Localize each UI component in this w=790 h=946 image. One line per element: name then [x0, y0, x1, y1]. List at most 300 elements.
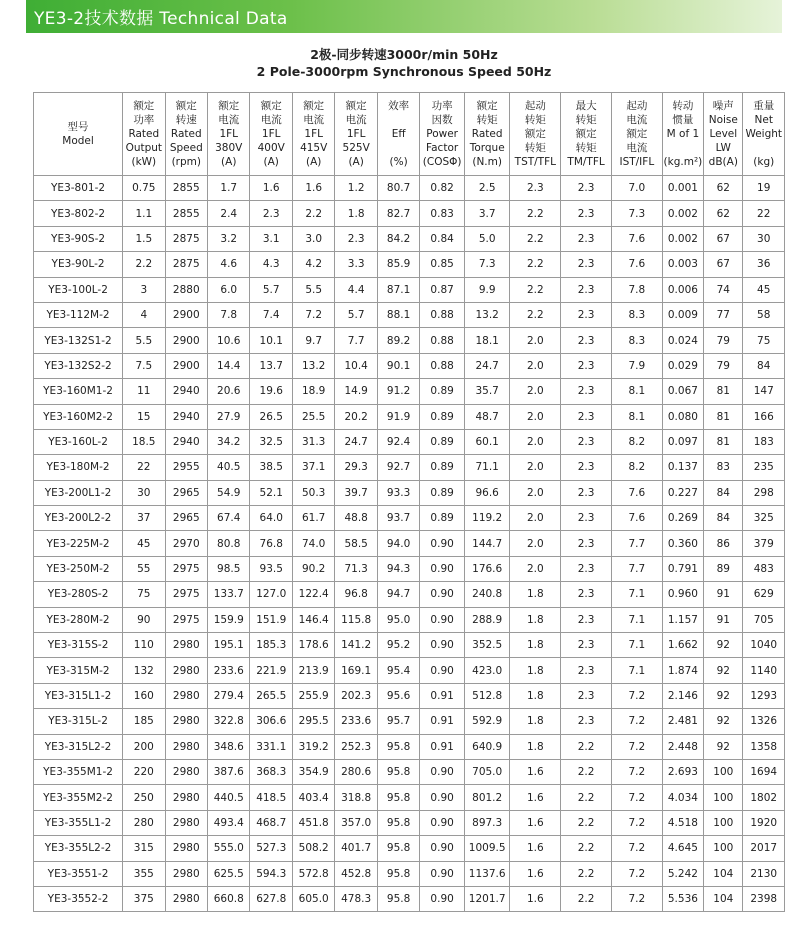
- model-cell: YE3-280M-2: [34, 607, 123, 632]
- data-cell: 897.3: [464, 810, 510, 835]
- data-cell: 95.8: [377, 785, 419, 810]
- table-row: [34, 277, 785, 302]
- data-cell: 0.82: [420, 176, 465, 201]
- data-cell: 110: [123, 633, 165, 658]
- model-cell: YE3-315S-2: [34, 633, 123, 658]
- data-cell: 0.960: [662, 582, 703, 607]
- data-cell: 195.1: [208, 633, 250, 658]
- model-cell: YE3-280S-2: [34, 582, 123, 607]
- model-cell: YE3-132S2-2: [34, 353, 123, 378]
- data-cell: 34.2: [208, 429, 250, 454]
- data-cell: 0.002: [662, 201, 703, 226]
- data-cell: 4.645: [662, 836, 703, 861]
- model-cell: YE3-132S1-2: [34, 328, 123, 353]
- data-cell: 478.3: [335, 886, 377, 911]
- data-cell: 7.2: [611, 734, 662, 759]
- data-cell: 30: [743, 226, 785, 251]
- data-cell: 1009.5: [464, 836, 510, 861]
- data-cell: 235: [743, 455, 785, 480]
- data-cell: 440.5: [208, 785, 250, 810]
- data-cell: 0.90: [420, 658, 465, 683]
- data-cell: 2.2: [561, 785, 612, 810]
- header-line: Weight: [745, 128, 783, 140]
- data-cell: 7.2: [611, 709, 662, 734]
- model-cell: YE3-315L1-2: [34, 683, 123, 708]
- table-row: [34, 836, 785, 861]
- data-cell: 10.6: [208, 328, 250, 353]
- data-cell: 29.3: [335, 455, 377, 480]
- header-line: Noise: [708, 114, 738, 126]
- table-row: [34, 252, 785, 277]
- header-line: [378, 113, 419, 127]
- data-cell: 90.2: [292, 556, 334, 581]
- model-cell: YE3-355M2-2: [34, 785, 123, 810]
- data-cell: 0.89: [420, 455, 465, 480]
- data-cell: 31.3: [292, 429, 334, 454]
- banner-title: YE3-2技术数据 Technical Data: [34, 9, 288, 29]
- header-line: TM/TFL: [567, 156, 605, 168]
- data-cell: 183: [743, 429, 785, 454]
- data-cell: 4.6: [208, 252, 250, 277]
- data-cell: 95.2: [377, 633, 419, 658]
- data-cell: 52.1: [250, 480, 292, 505]
- data-cell: 2.3: [561, 302, 612, 327]
- data-cell: 387.6: [208, 759, 250, 784]
- data-cell: 67: [704, 252, 743, 277]
- data-cell: 240.8: [464, 582, 510, 607]
- data-cell: 1.5: [123, 226, 165, 251]
- data-cell: 0.90: [420, 607, 465, 632]
- data-cell: 79: [704, 353, 743, 378]
- data-cell: 83: [704, 455, 743, 480]
- data-cell: 801.2: [464, 785, 510, 810]
- header-line: 1FL: [304, 128, 323, 140]
- data-cell: 2.146: [662, 683, 703, 708]
- data-cell: 2.4: [208, 201, 250, 226]
- column-header: [662, 93, 703, 176]
- section-banner: [26, 0, 782, 33]
- data-cell: 2980: [165, 886, 207, 911]
- data-cell: 50.3: [292, 480, 334, 505]
- data-cell: 92.4: [377, 429, 419, 454]
- data-cell: 61.7: [292, 506, 334, 531]
- data-cell: 7.8: [611, 277, 662, 302]
- data-cell: 0.90: [420, 836, 465, 861]
- header-line: 最大: [575, 100, 597, 112]
- data-cell: 81: [704, 429, 743, 454]
- header-line: LW: [715, 142, 731, 154]
- data-cell: 91.9: [377, 404, 419, 429]
- table-row: [34, 455, 785, 480]
- data-cell: 2940: [165, 429, 207, 454]
- data-cell: 25.5: [292, 404, 334, 429]
- data-cell: 58: [743, 302, 785, 327]
- data-cell: 100: [704, 836, 743, 861]
- data-cell: 11: [123, 379, 165, 404]
- data-cell: 1920: [743, 810, 785, 835]
- header-line: 额定: [303, 100, 325, 112]
- data-cell: 84: [704, 480, 743, 505]
- data-cell: 32.5: [250, 429, 292, 454]
- data-cell: 91: [704, 607, 743, 632]
- data-cell: 280: [123, 810, 165, 835]
- header-line: 电流: [626, 142, 648, 154]
- data-cell: 2.481: [662, 709, 703, 734]
- data-cell: 0.91: [420, 734, 465, 759]
- header-line: 380V: [215, 142, 243, 154]
- data-cell: 2.3: [561, 328, 612, 353]
- column-header: [611, 93, 662, 176]
- data-cell: 95.8: [377, 886, 419, 911]
- data-cell: 8.2: [611, 455, 662, 480]
- data-cell: 527.3: [250, 836, 292, 861]
- data-cell: 2.693: [662, 759, 703, 784]
- data-cell: 24.7: [464, 353, 510, 378]
- data-cell: 7.7: [611, 531, 662, 556]
- data-cell: 1.1: [123, 201, 165, 226]
- model-cell: YE3-100L-2: [34, 277, 123, 302]
- data-cell: 86: [704, 531, 743, 556]
- data-cell: 3.1: [250, 226, 292, 251]
- data-cell: 2.2: [561, 861, 612, 886]
- header-line: Eff: [391, 128, 406, 140]
- header-line: 因数: [431, 114, 453, 126]
- header-line: Rated: [471, 128, 503, 140]
- data-cell: 1.157: [662, 607, 703, 632]
- data-cell: 2.0: [510, 328, 561, 353]
- table-row: [34, 176, 785, 201]
- data-cell: 8.3: [611, 302, 662, 327]
- data-cell: 7.6: [611, 226, 662, 251]
- data-cell: 331.1: [250, 734, 292, 759]
- header-line: 转矩: [476, 114, 498, 126]
- data-cell: 1.6: [510, 810, 561, 835]
- header-line: Output: [125, 142, 163, 154]
- model-cell: YE3-90L-2: [34, 252, 123, 277]
- header-line: 电流: [303, 114, 325, 126]
- data-cell: 7.8: [208, 302, 250, 327]
- data-cell: 22: [743, 201, 785, 226]
- data-cell: 18.1: [464, 328, 510, 353]
- data-cell: 1.6: [250, 176, 292, 201]
- model-cell: YE3-90S-2: [34, 226, 123, 251]
- data-cell: 6.0: [208, 277, 250, 302]
- data-cell: 2980: [165, 785, 207, 810]
- data-cell: 2.2: [561, 886, 612, 911]
- data-cell: 348.6: [208, 734, 250, 759]
- data-cell: 202.3: [335, 683, 377, 708]
- data-cell: 2900: [165, 353, 207, 378]
- data-cell: 93.7: [377, 506, 419, 531]
- data-cell: 0.89: [420, 506, 465, 531]
- header-line: 转矩: [524, 114, 546, 126]
- data-cell: 7.2: [611, 836, 662, 861]
- data-cell: 100: [704, 810, 743, 835]
- table-row: [34, 226, 785, 251]
- data-cell: 1293: [743, 683, 785, 708]
- data-cell: 0.269: [662, 506, 703, 531]
- data-cell: 592.9: [464, 709, 510, 734]
- data-cell: 2.5: [464, 176, 510, 201]
- data-cell: 54.9: [208, 480, 250, 505]
- header-line: 400V: [257, 142, 285, 154]
- header-line: 1FL: [346, 128, 366, 140]
- header-line: 噪声: [712, 100, 734, 112]
- header-line: 1FL: [219, 128, 239, 140]
- header-line: TST/TFL: [514, 156, 556, 168]
- column-header: [123, 93, 165, 176]
- data-cell: 2.2: [292, 201, 334, 226]
- table-titles: [26, 46, 782, 81]
- data-cell: 1.662: [662, 633, 703, 658]
- data-cell: 660.8: [208, 886, 250, 911]
- data-cell: 79: [704, 328, 743, 353]
- data-cell: 3.7: [464, 201, 510, 226]
- data-cell: 2.3: [561, 658, 612, 683]
- data-cell: 2975: [165, 582, 207, 607]
- data-cell: 5.242: [662, 861, 703, 886]
- data-cell: 2.3: [561, 353, 612, 378]
- data-cell: 7.2: [611, 810, 662, 835]
- table-row: [34, 582, 785, 607]
- data-cell: 1.6: [292, 176, 334, 201]
- table-row: [34, 683, 785, 708]
- data-cell: 2900: [165, 328, 207, 353]
- data-cell: 468.7: [250, 810, 292, 835]
- table-row: [34, 734, 785, 759]
- data-cell: 38.5: [250, 455, 292, 480]
- table-header: [34, 93, 785, 176]
- data-cell: 7.1: [611, 582, 662, 607]
- data-cell: 2.3: [561, 277, 612, 302]
- data-cell: 1137.6: [464, 861, 510, 886]
- header-line: 额定: [476, 100, 498, 112]
- model-cell: YE3-802-2: [34, 201, 123, 226]
- header-line: 型号: [67, 121, 89, 133]
- header-line: [663, 141, 703, 155]
- column-header: [743, 93, 785, 176]
- data-cell: 92: [704, 658, 743, 683]
- data-cell: 2.3: [561, 404, 612, 429]
- data-cell: 2.0: [510, 531, 561, 556]
- data-cell: 93.3: [377, 480, 419, 505]
- title-english: 2 Pole-3000rpm Synchronous Speed 50Hz: [256, 64, 552, 79]
- header-line: 额定: [345, 100, 367, 112]
- header-line: 转矩: [575, 114, 597, 126]
- header-line: [743, 141, 784, 155]
- data-cell: 96.6: [464, 480, 510, 505]
- data-cell: 2975: [165, 556, 207, 581]
- table-row: [34, 531, 785, 556]
- header-line: IST/IFL: [619, 156, 655, 168]
- data-cell: 1.6: [510, 836, 561, 861]
- data-cell: 104: [704, 886, 743, 911]
- data-cell: 0.88: [420, 328, 465, 353]
- data-cell: 2875: [165, 226, 207, 251]
- data-cell: 295.5: [292, 709, 334, 734]
- data-cell: 115.8: [335, 607, 377, 632]
- data-cell: 0.024: [662, 328, 703, 353]
- data-cell: 0.91: [420, 683, 465, 708]
- data-cell: 2980: [165, 861, 207, 886]
- header-line: 转速: [175, 114, 197, 126]
- data-cell: 555.0: [208, 836, 250, 861]
- data-cell: 2855: [165, 201, 207, 226]
- model-cell: YE3-200L1-2: [34, 480, 123, 505]
- data-cell: 3: [123, 277, 165, 302]
- data-cell: 315: [123, 836, 165, 861]
- data-cell: 18.5: [123, 429, 165, 454]
- header-line: 额定: [260, 100, 282, 112]
- data-cell: 13.2: [464, 302, 510, 327]
- data-cell: 5.536: [662, 886, 703, 911]
- data-cell: 7.6: [611, 480, 662, 505]
- model-cell: YE3-315L-2: [34, 709, 123, 734]
- data-cell: 5.0: [464, 226, 510, 251]
- data-cell: 77: [704, 302, 743, 327]
- header-line: 功率: [133, 114, 155, 126]
- column-header: [34, 93, 123, 176]
- data-cell: 71.1: [464, 455, 510, 480]
- data-cell: 2855: [165, 176, 207, 201]
- model-cell: YE3-160M2-2: [34, 404, 123, 429]
- data-cell: 7.3: [611, 201, 662, 226]
- data-cell: 95.8: [377, 810, 419, 835]
- data-cell: 92: [704, 683, 743, 708]
- data-cell: 354.9: [292, 759, 334, 784]
- table-row: [34, 709, 785, 734]
- data-cell: 37: [123, 506, 165, 531]
- header-line: Power: [426, 128, 458, 140]
- data-cell: 104: [704, 861, 743, 886]
- data-cell: 26.5: [250, 404, 292, 429]
- data-cell: 0.009: [662, 302, 703, 327]
- data-cell: 2.3: [561, 429, 612, 454]
- column-header: [510, 93, 561, 176]
- data-cell: 84.2: [377, 226, 419, 251]
- data-cell: 1.8: [510, 658, 561, 683]
- data-cell: 80.8: [208, 531, 250, 556]
- data-cell: 0.791: [662, 556, 703, 581]
- data-cell: 75: [743, 328, 785, 353]
- data-cell: 483: [743, 556, 785, 581]
- data-cell: 8.1: [611, 404, 662, 429]
- model-cell: YE3-3552-2: [34, 886, 123, 911]
- data-cell: 306.6: [250, 709, 292, 734]
- data-cell: 35.7: [464, 379, 510, 404]
- data-cell: 40.5: [208, 455, 250, 480]
- data-cell: 2.3: [561, 683, 612, 708]
- data-cell: 1326: [743, 709, 785, 734]
- data-cell: 452.8: [335, 861, 377, 886]
- data-cell: 605.0: [292, 886, 334, 911]
- data-cell: 2.3: [561, 201, 612, 226]
- data-cell: 0.001: [662, 176, 703, 201]
- data-cell: 0.90: [420, 861, 465, 886]
- data-cell: 2.2: [510, 277, 561, 302]
- table-row: [34, 379, 785, 404]
- table-row: [34, 201, 785, 226]
- data-cell: 95.0: [377, 607, 419, 632]
- data-cell: 2.3: [561, 633, 612, 658]
- data-cell: 13.7: [250, 353, 292, 378]
- data-cell: 0.067: [662, 379, 703, 404]
- data-cell: 100: [704, 759, 743, 784]
- data-cell: 95.8: [377, 836, 419, 861]
- table-row: [34, 810, 785, 835]
- data-cell: 119.2: [464, 506, 510, 531]
- data-cell: 288.9: [464, 607, 510, 632]
- data-cell: 2.2: [561, 810, 612, 835]
- data-cell: 319.2: [292, 734, 334, 759]
- header-line: 转动: [672, 100, 694, 112]
- header-line: Rated: [128, 128, 160, 140]
- data-cell: 252.3: [335, 734, 377, 759]
- data-cell: 39.7: [335, 480, 377, 505]
- data-cell: 0.90: [420, 531, 465, 556]
- data-cell: 14.4: [208, 353, 250, 378]
- data-cell: 48.7: [464, 404, 510, 429]
- data-cell: 14.9: [335, 379, 377, 404]
- data-cell: 58.5: [335, 531, 377, 556]
- data-cell: 0.137: [662, 455, 703, 480]
- data-cell: 91: [704, 582, 743, 607]
- data-cell: 2.0: [510, 506, 561, 531]
- data-cell: 169.1: [335, 658, 377, 683]
- header-line: 额定: [626, 128, 648, 140]
- header-line: 转矩: [524, 142, 546, 154]
- data-cell: 7.7: [611, 556, 662, 581]
- data-cell: 90.1: [377, 353, 419, 378]
- data-cell: 1.8: [510, 683, 561, 708]
- data-cell: 2.2: [561, 759, 612, 784]
- data-cell: 146.4: [292, 607, 334, 632]
- data-cell: 8.3: [611, 328, 662, 353]
- data-cell: 96.8: [335, 582, 377, 607]
- data-cell: 0.90: [420, 556, 465, 581]
- data-cell: 94.3: [377, 556, 419, 581]
- data-cell: 3.3: [335, 252, 377, 277]
- data-cell: 572.8: [292, 861, 334, 886]
- header-line: (A): [348, 156, 364, 168]
- data-cell: 2965: [165, 506, 207, 531]
- header-line: 惯量: [672, 114, 694, 126]
- data-cell: 36: [743, 252, 785, 277]
- data-cell: 221.9: [250, 658, 292, 683]
- data-cell: 0.84: [420, 226, 465, 251]
- model-cell: YE3-160M1-2: [34, 379, 123, 404]
- data-cell: 1694: [743, 759, 785, 784]
- data-cell: 2940: [165, 379, 207, 404]
- data-cell: 1.8: [510, 734, 561, 759]
- data-cell: 1.2: [335, 176, 377, 201]
- data-cell: 95.6: [377, 683, 419, 708]
- data-cell: 2.3: [561, 709, 612, 734]
- data-cell: 2.3: [561, 252, 612, 277]
- data-cell: 594.3: [250, 861, 292, 886]
- data-cell: 2.0: [510, 379, 561, 404]
- data-cell: 30: [123, 480, 165, 505]
- data-cell: 2.3: [510, 176, 561, 201]
- data-cell: 89.2: [377, 328, 419, 353]
- model-cell: YE3-200L2-2: [34, 506, 123, 531]
- data-cell: 7.2: [611, 785, 662, 810]
- column-header: [208, 93, 250, 176]
- data-cell: 176.6: [464, 556, 510, 581]
- data-cell: 27.9: [208, 404, 250, 429]
- header-line: Net: [754, 114, 773, 126]
- data-cell: 24.7: [335, 429, 377, 454]
